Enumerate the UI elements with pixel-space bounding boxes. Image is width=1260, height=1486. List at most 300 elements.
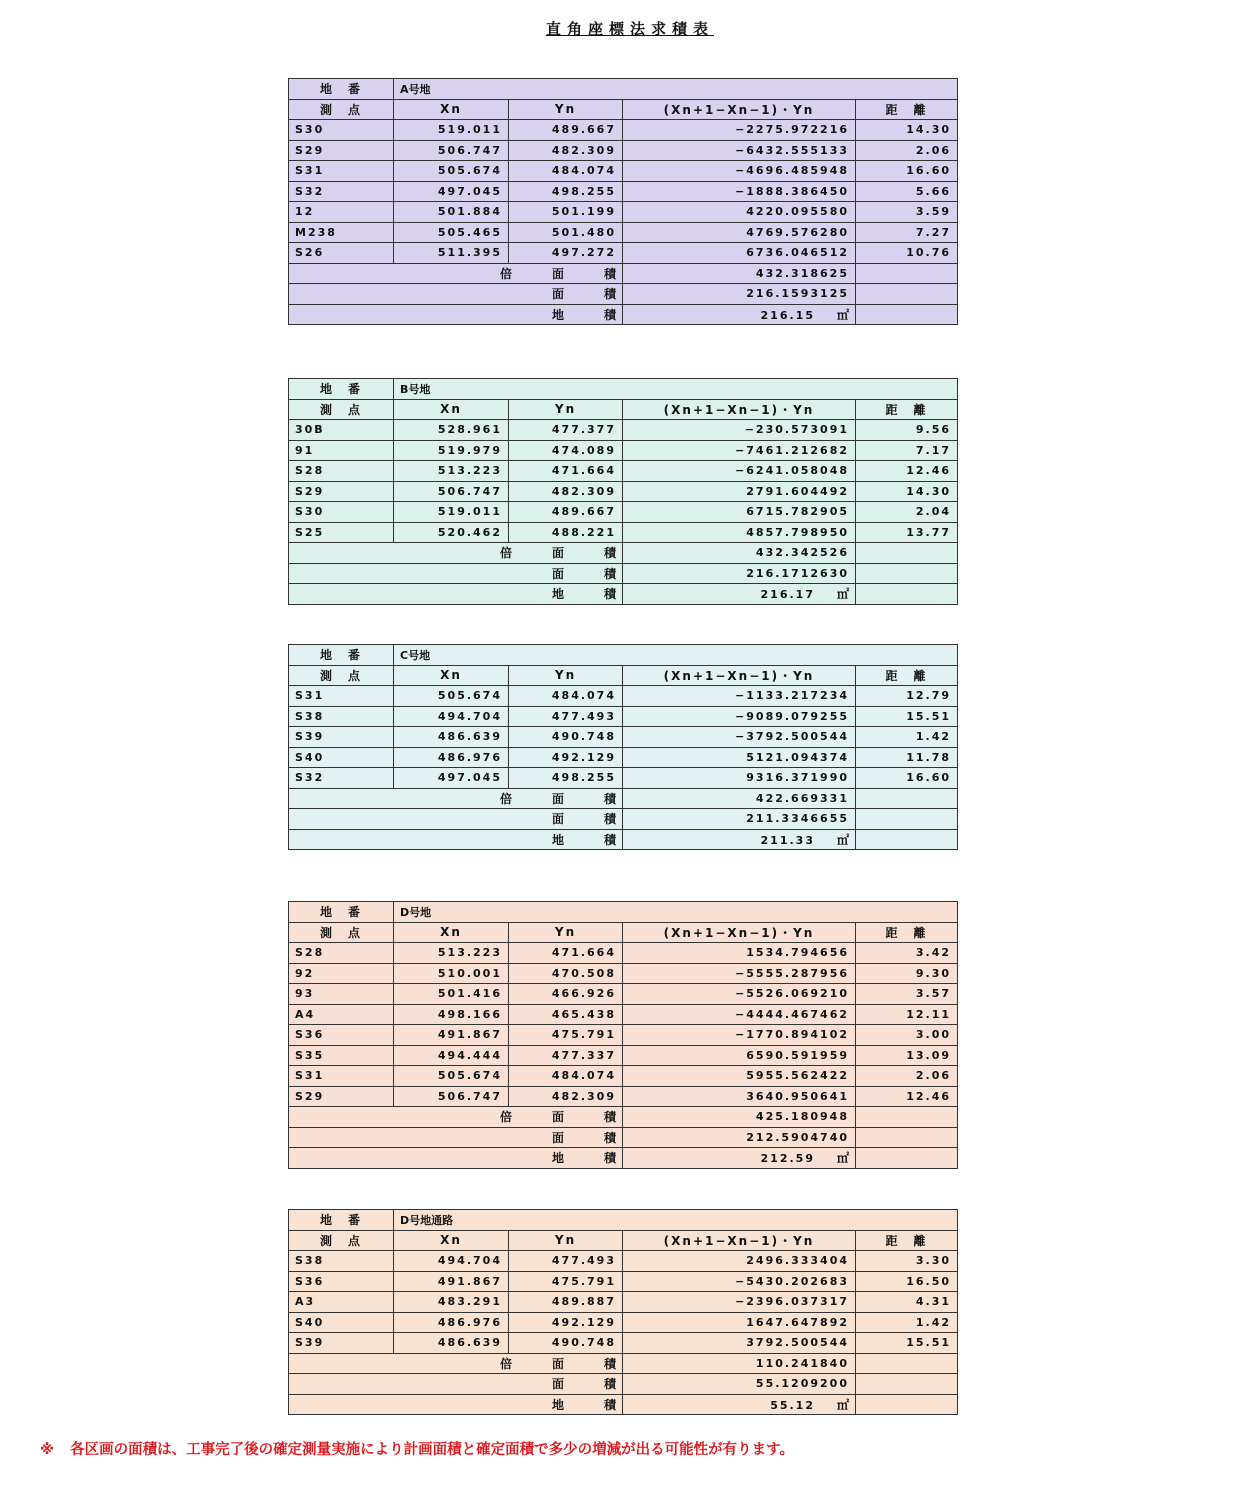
table-row [289,461,958,482]
survey-point: S32 [289,181,394,202]
table-row [289,243,958,264]
formula-value: 2791.604492 [623,481,856,502]
xn-value: 513.223 [394,943,509,964]
lot-number-header: 地 番 [289,902,394,923]
formula-value: −6432.555133 [623,140,856,161]
table-row [289,202,958,223]
survey-point: S38 [289,1251,394,1272]
area-label-cell [289,1374,656,1395]
survey-point: S32 [289,768,394,789]
square-meter-unit: ㎡ [836,587,849,602]
formula-value: −5526.069210 [623,984,856,1005]
double-area-value: 432.318625 [755,266,849,280]
square-meter-unit: ㎡ [836,832,849,847]
formula-value: 3792.500544 [623,1333,856,1354]
distance-value: 14.30 [856,120,958,141]
xn-value: 486.976 [394,747,509,768]
empty-cell [856,1353,958,1374]
survey-point: S26 [289,243,394,264]
page-title: 直角座標法求積表 [545,20,714,38]
distance-value: 4.31 [856,1292,958,1313]
distance-value: 14.30 [856,481,958,502]
yn-value: 490.748 [509,727,623,748]
formula-value: 2496.333404 [623,1251,856,1272]
survey-point: 93 [289,984,394,1005]
xn-value: 491.867 [394,1025,509,1046]
yn-value: 490.748 [509,1333,623,1354]
yn-value: 489.667 [509,120,623,141]
yn-value: 477.493 [509,706,623,727]
xn-value: 519.011 [394,502,509,523]
formula-value: −5555.287956 [623,963,856,984]
xn-value: 511.395 [394,243,509,264]
lot-number-header: 地 番 [289,379,394,400]
survey-point: S36 [289,1025,394,1046]
yn-header: Yn [509,665,623,686]
header-row-lot [289,645,958,666]
table-row [289,522,958,543]
formula-header: (Xn+1−Xn−1)・Yn [623,399,856,420]
yn-value: 484.074 [509,686,623,707]
land-area-label: 地積 [551,832,656,847]
table-row [289,984,958,1005]
empty-cell [856,304,958,325]
formula-value: 6715.782905 [623,502,856,523]
double-area-label-cell [289,263,656,284]
survey-point: S29 [289,140,394,161]
distance-value: 10.76 [856,243,958,264]
area-label-cell [289,1127,656,1148]
area-label-cell [289,563,656,584]
xn-header: Xn [394,399,509,420]
formula-value: −4696.485948 [623,161,856,182]
empty-cell [856,284,958,305]
land-area-label-cell [289,829,656,850]
survey-point: S36 [289,1271,394,1292]
xn-value: 510.001 [394,963,509,984]
lot-name: B号地 [394,379,958,400]
lot-name: D号地 [394,902,958,923]
yn-value: 466.926 [509,984,623,1005]
xn-value: 506.747 [394,140,509,161]
formula-value: 5955.562422 [623,1066,856,1087]
double-area-value-cell [623,1107,856,1128]
double-area-label: 倍面積 [499,791,656,806]
yn-header: Yn [509,399,623,420]
area-label-cell [289,284,656,305]
area-value: 211.3346655 [746,812,849,826]
xn-value: 528.961 [394,420,509,441]
formula-value: 6590.591959 [623,1045,856,1066]
xn-value: 497.045 [394,181,509,202]
lot-name: C号地 [394,645,958,666]
xn-value: 519.011 [394,120,509,141]
survey-point: S35 [289,1045,394,1066]
survey-point: S30 [289,502,394,523]
area-row [289,563,958,584]
survey-point: S39 [289,1333,394,1354]
distance-header: 距 離 [856,1230,958,1251]
header-row-columns [289,922,958,943]
survey-point: S31 [289,1066,394,1087]
distance-value: 7.27 [856,222,958,243]
distance-value: 1.42 [856,1312,958,1333]
distance-value: 16.60 [856,768,958,789]
double-area-row [289,1107,958,1128]
double-area-row [289,1353,958,1374]
formula-value: −230.573091 [623,420,856,441]
table-row [289,481,958,502]
header-row-columns [289,1230,958,1251]
double-area-value: 110.241840 [755,1356,849,1370]
formula-value: 6736.046512 [623,243,856,264]
square-meter-unit: ㎡ [836,307,849,322]
empty-cell [856,829,958,850]
distance-value: 2.06 [856,1066,958,1087]
survey-point: S30 [289,120,394,141]
survey-point-header: 測 点 [289,922,394,943]
table-row [289,768,958,789]
distance-value: 11.78 [856,747,958,768]
yn-value: 498.255 [509,768,623,789]
yn-value: 475.791 [509,1025,623,1046]
distance-value: 3.57 [856,984,958,1005]
double-area-label: 倍面積 [499,1356,656,1371]
formula-value: 4857.798950 [623,522,856,543]
empty-cell [856,809,958,830]
land-area-label: 地積 [551,587,656,602]
double-area-label: 倍面積 [499,1110,656,1125]
area-table [288,1209,958,1415]
distance-value: 2.06 [856,140,958,161]
square-meter-unit: ㎡ [836,1397,849,1412]
survey-point-header: 測 点 [289,1230,394,1251]
survey-point-header: 測 点 [289,99,394,120]
area-label: 面積 [551,566,656,581]
xn-header: Xn [394,1230,509,1251]
formula-value: −5430.202683 [623,1271,856,1292]
xn-value: 506.747 [394,481,509,502]
xn-value: 491.867 [394,1271,509,1292]
distance-header: 距 離 [856,665,958,686]
empty-cell [856,543,958,564]
table-row [289,706,958,727]
survey-point: M238 [289,222,394,243]
table-row [289,686,958,707]
header-row-lot [289,79,958,100]
xn-value: 486.976 [394,1312,509,1333]
area-table [288,644,958,850]
formula-value: 1647.647892 [623,1312,856,1333]
yn-header: Yn [509,1230,623,1251]
formula-value: 9316.371990 [623,768,856,789]
formula-value: 4769.576280 [623,222,856,243]
formula-value: 4220.095580 [623,202,856,223]
land-area-value: 216.17 [760,588,815,602]
formula-header: (Xn+1−Xn−1)・Yn [623,922,856,943]
lot-number-header: 地 番 [289,645,394,666]
land-area-value: 211.33 [760,833,815,847]
lot-number-header: 地 番 [289,1210,394,1231]
area-table [288,78,958,325]
distance-value: 7.17 [856,440,958,461]
note-mark: ※ [40,1442,55,1458]
table-row [289,140,958,161]
land-area-value-cell [623,304,856,325]
empty-cell [856,563,958,584]
land-area-label: 地積 [551,1397,656,1412]
distance-value: 12.46 [856,461,958,482]
empty-cell [856,788,958,809]
yn-value: 492.129 [509,747,623,768]
distance-value: 16.60 [856,161,958,182]
yn-value: 489.887 [509,1292,623,1313]
empty-cell [856,584,958,605]
double-area-value-cell [623,543,856,564]
land-area-value: 212.59 [760,1152,815,1166]
header-row-columns [289,99,958,120]
table-row [289,943,958,964]
xn-value: 494.444 [394,1045,509,1066]
xn-value: 505.465 [394,222,509,243]
table-row [289,120,958,141]
double-area-value: 432.342526 [755,546,849,560]
survey-point: A3 [289,1292,394,1313]
yn-value: 488.221 [509,522,623,543]
yn-value: 501.199 [509,202,623,223]
yn-value: 484.074 [509,1066,623,1087]
land-area-value: 55.12 [770,1398,815,1412]
double-area-label-cell [289,1107,656,1128]
table-row [289,1312,958,1333]
area-value-cell [623,809,856,830]
distance-value: 12.11 [856,1004,958,1025]
xn-value: 506.747 [394,1086,509,1107]
survey-point: 12 [289,202,394,223]
area-label: 面積 [551,287,656,302]
yn-value: 471.664 [509,461,623,482]
xn-value: 513.223 [394,461,509,482]
land-area-value-cell [623,1148,856,1169]
area-value: 55.1209200 [755,1377,849,1391]
xn-value: 505.674 [394,686,509,707]
distance-value: 3.59 [856,202,958,223]
distance-value: 16.50 [856,1271,958,1292]
table-row [289,1333,958,1354]
lot-number-header: 地 番 [289,79,394,100]
table-row [289,963,958,984]
empty-cell [856,263,958,284]
xn-value: 486.639 [394,727,509,748]
formula-value: 1534.794656 [623,943,856,964]
survey-point: S28 [289,943,394,964]
land-area-label: 地積 [551,307,656,322]
yn-header: Yn [509,922,623,943]
yn-value: 465.438 [509,1004,623,1025]
xn-value: 519.979 [394,440,509,461]
header-row-lot [289,1210,958,1231]
xn-value: 494.704 [394,1251,509,1272]
land-area-value: 216.15 [760,308,815,322]
table-row [289,161,958,182]
header-row-lot [289,902,958,923]
yn-value: 492.129 [509,1312,623,1333]
area-value: 216.1712630 [746,566,849,580]
land-area-row [289,1394,958,1415]
survey-point: S29 [289,481,394,502]
lot-name: D号地通路 [394,1210,958,1231]
distance-value: 9.56 [856,420,958,441]
table-row [289,747,958,768]
yn-header: Yn [509,99,623,120]
table-row [289,420,958,441]
formula-value: 5121.094374 [623,747,856,768]
area-label: 面積 [551,1377,656,1392]
yn-value: 474.089 [509,440,623,461]
survey-point: S28 [289,461,394,482]
formula-value: −1133.217234 [623,686,856,707]
header-row-lot [289,379,958,400]
formula-value: −3792.500544 [623,727,856,748]
formula-value: −4444.467462 [623,1004,856,1025]
survey-point: 91 [289,440,394,461]
distance-value: 2.04 [856,502,958,523]
xn-header: Xn [394,99,509,120]
distance-value: 3.30 [856,1251,958,1272]
distance-value: 3.00 [856,1025,958,1046]
yn-value: 470.508 [509,963,623,984]
double-area-value-cell [623,1353,856,1374]
xn-value: 520.462 [394,522,509,543]
survey-point: S31 [289,161,394,182]
empty-cell [856,1107,958,1128]
xn-header: Xn [394,665,509,686]
double-area-label: 倍面積 [499,266,656,281]
xn-value: 486.639 [394,1333,509,1354]
distance-header: 距 離 [856,399,958,420]
yn-value: 501.480 [509,222,623,243]
xn-value: 497.045 [394,768,509,789]
area-row [289,1127,958,1148]
distance-value: 3.42 [856,943,958,964]
lot-name: A号地 [394,79,958,100]
formula-header: (Xn+1−Xn−1)・Yn [623,665,856,686]
table-row [289,440,958,461]
note-text: 各区画の面積は、工事完了後の確定測量実施により計画面積と確定面積で多少の増減が出る可能性が有ります。 [70,1442,794,1458]
distance-value: 15.51 [856,1333,958,1354]
area-label: 面積 [551,812,656,827]
yn-value: 482.309 [509,140,623,161]
area-value-cell [623,563,856,584]
double-area-value: 425.180948 [755,1110,849,1124]
double-area-row [289,263,958,284]
survey-point: S40 [289,747,394,768]
land-area-row [289,584,958,605]
table-row [289,1045,958,1066]
land-area-row [289,829,958,850]
yn-value: 477.493 [509,1251,623,1272]
empty-cell [856,1394,958,1415]
land-area-label-cell [289,1148,656,1169]
formula-header: (Xn+1−Xn−1)・Yn [623,99,856,120]
table-row [289,1004,958,1025]
xn-value: 505.674 [394,161,509,182]
area-value-cell [623,1127,856,1148]
land-area-label-cell [289,1394,656,1415]
double-area-row [289,543,958,564]
double-area-value-cell [623,788,856,809]
area-value: 216.1593125 [746,287,849,301]
disclaimer-note [40,1438,970,1459]
yn-value: 498.255 [509,181,623,202]
table-row [289,727,958,748]
survey-point: S31 [289,686,394,707]
formula-value: −1888.386450 [623,181,856,202]
double-area-label-cell [289,1353,656,1374]
distance-value: 15.51 [856,706,958,727]
double-area-label-cell [289,788,656,809]
area-row [289,809,958,830]
formula-value: −1770.894102 [623,1025,856,1046]
double-area-row [289,788,958,809]
header-row-columns [289,665,958,686]
yn-value: 475.791 [509,1271,623,1292]
table-row [289,181,958,202]
land-area-label: 地積 [551,1151,656,1166]
distance-value: 12.46 [856,1086,958,1107]
header-row-columns [289,399,958,420]
table-row [289,1066,958,1087]
survey-point: 92 [289,963,394,984]
distance-value: 5.66 [856,181,958,202]
area-row [289,1374,958,1395]
table-row [289,502,958,523]
formula-value: 3640.950641 [623,1086,856,1107]
formula-header: (Xn+1−Xn−1)・Yn [623,1230,856,1251]
table-row [289,222,958,243]
table-row [289,1292,958,1313]
survey-point: S39 [289,727,394,748]
distance-value: 1.42 [856,727,958,748]
area-label-cell [289,809,656,830]
distance-value: 9.30 [856,963,958,984]
yn-value: 471.664 [509,943,623,964]
table-row [289,1271,958,1292]
area-label: 面積 [551,1130,656,1145]
land-area-label-cell [289,584,656,605]
distance-header: 距 離 [856,922,958,943]
distance-value: 13.77 [856,522,958,543]
empty-cell [856,1374,958,1395]
land-area-row [289,1148,958,1169]
formula-value: −7461.212682 [623,440,856,461]
survey-point: S38 [289,706,394,727]
yn-value: 477.337 [509,1045,623,1066]
empty-cell [856,1127,958,1148]
area-table [288,901,958,1169]
xn-value: 498.166 [394,1004,509,1025]
xn-value: 494.704 [394,706,509,727]
double-area-value: 422.669331 [755,791,849,805]
land-area-value-cell [623,829,856,850]
area-value-cell [623,1374,856,1395]
survey-point: 30B [289,420,394,441]
area-row [289,284,958,305]
table-row [289,1251,958,1272]
xn-value: 505.674 [394,1066,509,1087]
distance-header: 距 離 [856,99,958,120]
double-area-value-cell [623,263,856,284]
